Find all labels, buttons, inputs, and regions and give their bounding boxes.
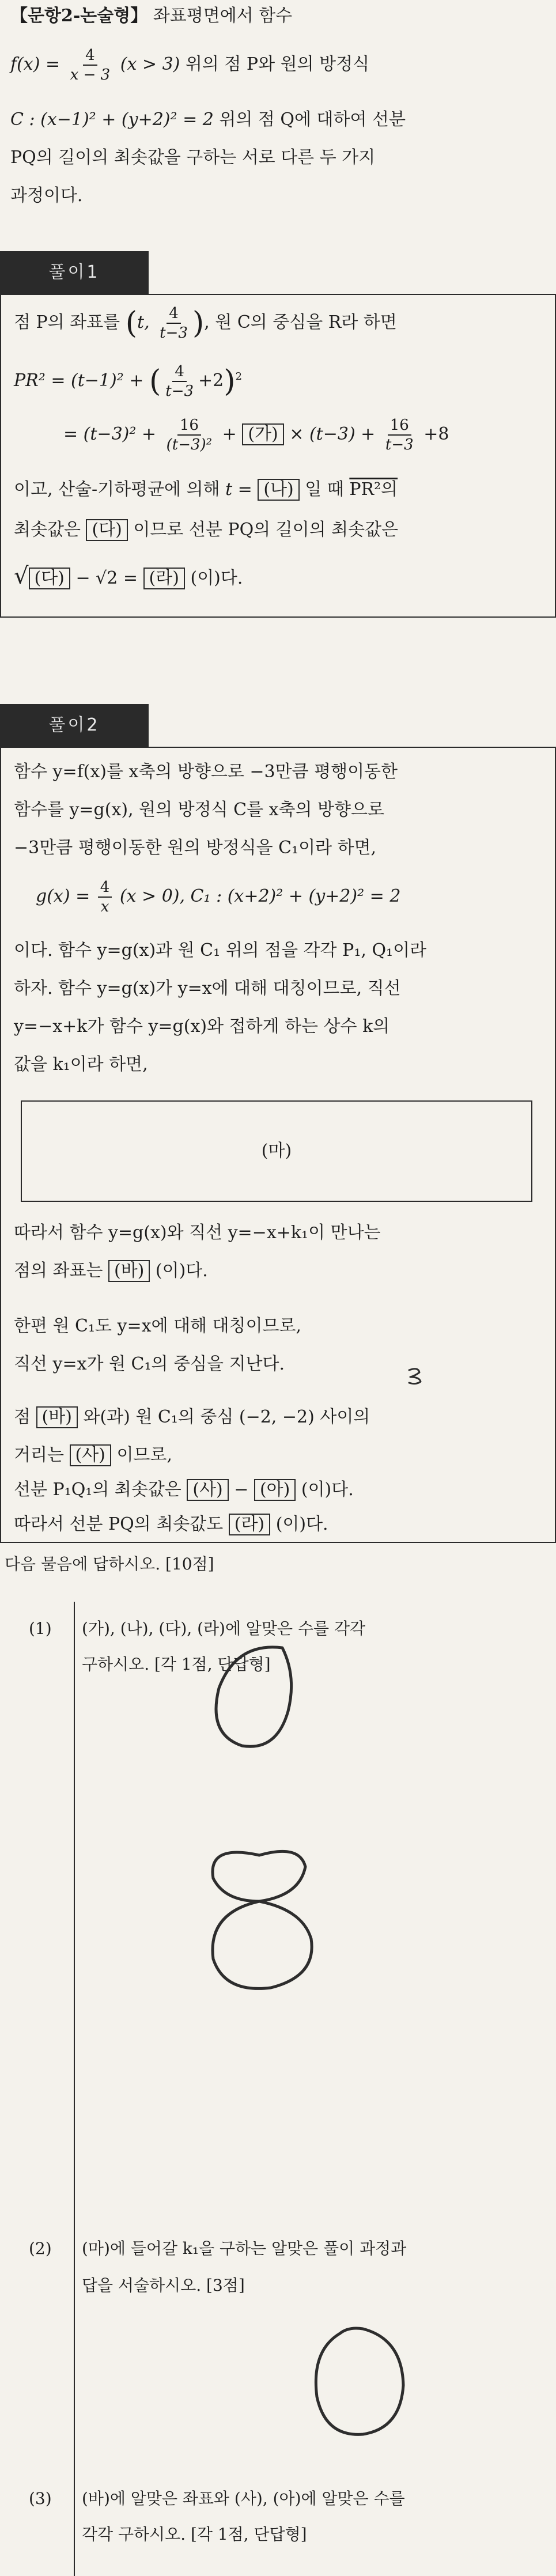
function-fraction: $\frac{4}{x - 3}$ — [70, 47, 111, 84]
sol2-line-4: g(x) = $\frac{4}{x}$ (x > 0), C₁ : (x+2)² + (y+2)² = 2 — [36, 879, 401, 916]
instruction: 다음 물음에 답하시오. [10점] — [5, 1554, 214, 1573]
sol1-line-2: PR² = (t−1)² + ( $\frac{4}{t-3}$ +2)$^2$ — [14, 363, 243, 400]
sol2-line-9: 따라서 함수 y=g(x)와 직선 y=−x+k₁이 만나는 — [14, 1223, 381, 1243]
blank-da-root: (다) — [29, 568, 70, 589]
sol2-line-11: 한편 원 C₁도 y=x에 대해 대칭이므로, — [14, 1316, 301, 1336]
blank-da: (다) — [86, 519, 127, 541]
sol2-line-8: 값을 k₁이라 하면, — [14, 1054, 148, 1075]
blank-ba: (바) — [108, 1260, 150, 1282]
sol1-line-3: = (t−3)² + $\frac{16}{\text{(t−3)²}}$ + (가) × (t−3) + $\frac{16}{t-3}$ +8 — [63, 417, 449, 453]
blank-ga: (가) — [242, 423, 283, 445]
blank-ma-box — [21, 1100, 532, 1202]
sol1-line-4: 이고, 산술-기하평균에 의해 t = (나) 일 때 PR²의 — [14, 479, 398, 500]
sol1-line-1: 점 P의 좌표를 (t, $\frac{4}{t-3}$ ), 원 C의 중심을 R라 하면 — [14, 305, 397, 342]
blank-ra-2: (라) — [229, 1514, 270, 1535]
sol2-box — [0, 747, 556, 1543]
problem-intro-line-5: 과정이다. — [10, 186, 83, 206]
sol1-box — [0, 294, 556, 618]
sol2-line-2: 함수를 y=g(x), 원의 방정식 C를 x축의 방향으로 — [14, 800, 384, 820]
sol2-banner: 풀이2 — [0, 704, 149, 747]
sol1-banner: 풀이1 — [0, 251, 149, 294]
sol2-line-1: 함수 y=f(x)를 x축의 방향으로 −3만큼 평행이동한 — [14, 762, 398, 782]
sol1-line-5: 최솟값은 (다) 이므로 선분 PQ의 길이의 최솟값은 — [14, 520, 399, 540]
q3-line-2: 각각 구하시오. [각 1점, 단답형] — [82, 2525, 307, 2544]
sol2-line-3: −3만큼 평행이동한 원의 방정식을 C₁이라 하면, — [14, 838, 377, 858]
q1-answer-rule — [74, 1602, 75, 2241]
sol1-line-6: √ (다) − √2 = (라) (이)다. — [14, 563, 243, 589]
q1-number: (1) — [29, 1619, 52, 1638]
problem-intro-line-1: 【문항2-논술형】 좌표평면에서 함수 — [10, 6, 293, 26]
problem-circle-line: C : (x−1)² + (y+2)² = 2 위의 점 Q에 대하여 선분 — [10, 109, 406, 130]
sol2-line-16: 따라서 선분 PQ의 최솟값도 (라) (이)다. — [14, 1514, 328, 1534]
blank-ba-2: (바) — [36, 1406, 78, 1428]
handwritten-answer-q1 — [173, 1625, 357, 2063]
handwritten-scribble — [404, 1364, 428, 1387]
q1-line-2: 구하시오. [각 1점, 단답형] — [82, 1655, 271, 1674]
sol2-line-7: y=−x+k가 함수 y=g(x)와 접하게 하는 상수 k의 — [14, 1016, 390, 1037]
sol2-line-10: 점의 좌표는 (바) (이)다. — [14, 1261, 208, 1281]
blank-sa-2: (사) — [187, 1479, 228, 1501]
q2-line-1: (마)에 들어갈 k₁을 구하는 알맞은 풀이 과정과 — [82, 2239, 407, 2258]
blank-ma-label: (마) — [261, 1141, 292, 1161]
q2-line-2: 답을 서술하시오. [3점] — [82, 2276, 245, 2295]
q3-line-1: (바)에 알맞은 좌표와 (사), (아)에 알맞은 수를 — [82, 2489, 405, 2508]
sol2-line-13: 점 (바) 와(과) 원 C₁의 중심 (−2, −2) 사이의 — [14, 1407, 370, 1427]
sol2-line-15: 선분 P₁Q₁의 최솟값은 (사) − (아) (이)다. — [14, 1480, 354, 1500]
sol2-line-14: 거리는 (사) 이므로, — [14, 1445, 172, 1465]
q2-number: (2) — [29, 2239, 52, 2258]
sol2-line-5: 이다. 함수 y=g(x)과 원 C₁ 위의 점을 각각 P₁, Q₁이라 — [14, 940, 427, 960]
blank-na: (나) — [258, 479, 299, 501]
q3-answer-rule — [74, 2475, 75, 2576]
q3-number: (3) — [29, 2489, 52, 2508]
blank-ah: (아) — [254, 1479, 296, 1501]
q1-line-1: (가), (나), (다), (라)에 알맞은 수를 각각 — [82, 1619, 366, 1638]
problem-intro-line-4: PQ의 길이의 최솟값을 구하는 서로 다른 두 가지 — [10, 147, 376, 168]
handwritten-answer-q2 — [300, 2316, 426, 2449]
sol2-line-12: 직선 y=x가 원 C₁의 중심을 지난다. — [14, 1354, 285, 1374]
q2-answer-rule — [74, 2224, 75, 2477]
problem-header: 【문항2-논술형】 — [10, 6, 148, 26]
circle-equation: C : (x−1)² + (y+2)² = 2 — [10, 109, 214, 130]
problem-function-line: f(x) = $\frac{4}{x - 3}$ (x > 3) 위의 점 P와 원의 방정식 — [10, 47, 370, 84]
blank-ra: (라) — [143, 568, 185, 589]
blank-sa: (사) — [70, 1444, 111, 1466]
sol2-line-6: 하자. 함수 y=g(x)가 y=x에 대해 대칭이므로, 직선 — [14, 978, 401, 998]
